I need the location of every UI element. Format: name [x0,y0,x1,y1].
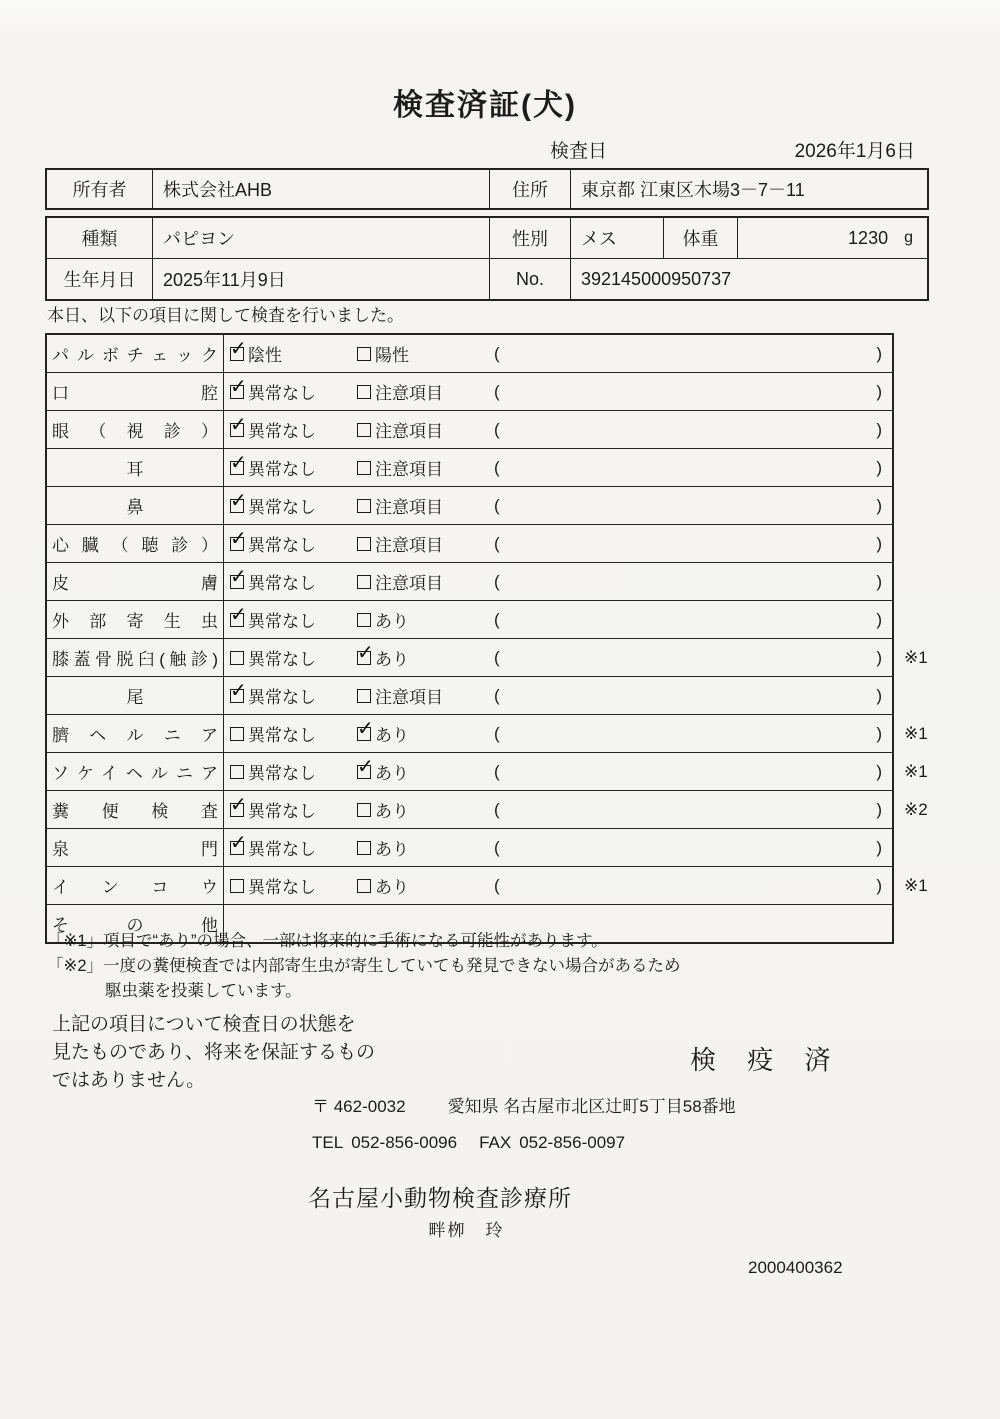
checklist-row [47,828,892,866]
checklist-row [47,372,892,410]
item-label-cell [47,449,224,486]
item-label: 膝蓋骨脱臼(触診) [52,650,218,669]
result-option [230,417,357,442]
disclaimer-line-1: 上記の項目について検査日の状態を [52,1014,356,1035]
result-option [357,759,484,784]
veterinarian-name: 畔栁 玲 [428,1221,505,1240]
no-label: No. [489,259,570,299]
remarks-paren-close: ) [876,837,882,857]
checkbox-unchecked-icon [357,841,371,855]
remarks-paren-close: ) [876,609,882,629]
option-label: 異常なし [248,878,316,897]
no-value: 392145000950737 [570,259,927,299]
item-label-cell [47,791,224,828]
checkbox-unchecked-icon [357,461,371,475]
option-label: 注意項目 [375,498,443,517]
checkbox-checked-icon [230,803,244,817]
option-label: 陰性 [248,346,282,365]
result-option [230,645,357,670]
result-option [357,835,484,860]
checklist-table [45,333,928,944]
clinic-contact-row [312,1133,625,1153]
item-label-cell [47,525,224,562]
option-label: 異常なし [248,422,316,441]
option-label: 異常なし [248,650,316,669]
clinic-address-row [312,1092,736,1117]
remarks-paren-open: ( [494,837,500,857]
disclaimer [52,1011,375,1095]
item-result-cell [224,563,892,600]
inspection-date-value: 2026年1月6日 [794,141,915,162]
footnote-marker: ※1 [904,647,928,667]
item-label: 糞便検査 [52,802,218,821]
item-label-cell [47,829,224,866]
item-label-cell [47,867,224,904]
checkbox-unchecked-icon [357,537,371,551]
result-option [230,341,357,366]
remarks-paren-open: ( [494,723,500,743]
result-option [230,759,357,784]
result-option [230,607,357,632]
item-result-cell [224,487,892,524]
remarks-paren-open: ( [494,343,500,363]
checkbox-unchecked-icon [357,613,371,627]
checklist-row [47,866,928,904]
option-label: あり [375,802,409,821]
item-label-cell [47,373,224,410]
remarks-paren-open: ( [494,685,500,705]
option-label: 異常なし [248,460,316,479]
item-result-cell [224,335,892,372]
weight-value: 1230 [848,227,889,248]
footnotes [47,929,681,1004]
option-label: 異常なし [248,764,316,783]
checkbox-unchecked-icon [357,575,371,589]
item-label: 心臓（聴診） [52,536,218,555]
option-label: 異常なし [248,498,316,517]
quarantine-stamp: 検 疫 済 [690,1045,843,1075]
result-option [357,417,484,442]
footnote-marker: ※1 [904,761,928,781]
item-result-cell [224,525,892,562]
sex-label: 性別 [489,218,570,258]
footnote-1: 「※1」項目で“あり”の場合、一部は将来的に手術になる可能性があります。 [47,932,608,950]
result-option [230,683,357,708]
inspection-date-row [550,136,915,163]
checklist-row [47,486,892,524]
item-label: その他 [52,916,218,935]
weight-label: 体重 [663,218,737,258]
checklist-row [47,335,892,372]
result-option [357,493,484,518]
item-label-cell [47,715,224,752]
checkbox-unchecked-icon [357,423,371,437]
footnote-2-continued: 駆虫薬を投薬しています。 [105,982,302,1000]
checklist-row [47,714,928,752]
option-label: 異常なし [248,726,316,745]
checkbox-checked-icon [230,841,244,855]
clinic-name: 名古屋小動物検査診療所 [308,1185,572,1211]
tel-number: 052-856-0096 [351,1133,458,1152]
item-label: 外部寄生虫 [52,612,218,631]
item-label: インコウ [52,878,218,897]
item-label: 臍ヘルニア [52,726,218,745]
checkbox-unchecked-icon [357,803,371,817]
result-option [357,379,484,404]
item-label-cell [47,563,224,600]
remarks-paren-open: ( [494,381,500,401]
item-result-cell [224,411,892,448]
weight-cell [737,218,927,258]
remarks-paren-close: ) [876,533,882,553]
item-result-cell [224,715,892,752]
remarks-paren-close: ) [876,571,882,591]
item-label: 口腔 [52,384,218,403]
species-label: 種類 [81,229,118,249]
remarks-paren-open: ( [494,875,500,895]
result-option [230,873,357,898]
item-label: 皮膚 [52,574,218,593]
item-label-cell [47,753,224,790]
option-label: 注意項目 [375,460,443,479]
item-result-cell [224,753,892,790]
item-label-cell [47,411,224,448]
checklist-row [47,676,892,714]
item-label: 眼（視診） [52,422,218,441]
item-result-cell [224,867,892,904]
remarks-paren-open: ( [494,761,500,781]
remarks-paren-close: ) [876,343,882,363]
result-option [230,569,357,594]
option-label: あり [375,726,409,745]
remarks-paren-close: ) [876,495,882,515]
checkbox-unchecked-icon [357,499,371,513]
footnote-marker: ※2 [904,799,928,819]
item-label: 泉門 [52,840,218,859]
option-label: 異常なし [248,384,316,403]
remarks-paren-close: ) [876,457,882,477]
option-label: 注意項目 [375,688,443,707]
option-label: 異常なし [248,536,316,555]
item-label: 耳 [126,460,144,479]
checkbox-checked-icon [230,499,244,513]
result-option [357,569,484,594]
checkbox-checked-icon [230,689,244,703]
item-label-cell [47,639,224,676]
pet-row-species [47,218,927,258]
address-value: 東京都 江東区木場3－7－11 [570,170,927,208]
item-label-cell [47,487,224,524]
item-result-cell [224,373,892,410]
option-label: 異常なし [248,840,316,859]
checklist-row [47,790,928,828]
remarks-paren-open: ( [494,533,500,553]
checkbox-checked-icon [230,423,244,437]
remarks-paren-close: ) [876,419,882,439]
option-label: 異常なし [248,574,316,593]
remarks-paren-close: ) [876,381,882,401]
checkbox-checked-icon [357,651,371,665]
option-label: 注意項目 [375,574,443,593]
result-option [230,835,357,860]
item-result-cell [224,677,892,714]
tel-label: TEL [312,1133,344,1152]
option-label: 注意項目 [375,536,443,555]
checklist-row [47,638,928,676]
result-option [357,607,484,632]
item-label: パルボチェック [52,346,218,365]
option-label: あり [375,612,409,631]
weight-unit: g [904,229,913,246]
fax-number: 052-856-0097 [519,1133,626,1152]
remarks-paren-open: ( [494,609,500,629]
option-label: 異常なし [248,802,316,821]
result-option [357,455,484,480]
intro-text: 本日、以下の項目に関して検査を行いました。 [47,306,404,325]
item-label-cell [47,335,224,372]
remarks-paren-open: ( [494,647,500,667]
result-option [357,873,484,898]
checkbox-checked-icon [357,765,371,779]
remarks-paren-close: ) [876,647,882,667]
item-result-cell [224,449,892,486]
clinic-postal-code: 〒 462-0032 [312,1097,406,1116]
checkbox-unchecked-icon [230,879,244,893]
item-result-cell [224,829,892,866]
footnote-2: 「※2」一度の糞便検査では内部寄生虫が寄生していても発見できない場合があるため [47,957,681,975]
owner-table [45,168,929,210]
sex-value: メス [570,218,663,258]
result-option [357,341,484,366]
result-option [357,645,484,670]
checklist-row [47,448,892,486]
checkbox-unchecked-icon [357,347,371,361]
birth-label: 生年月日 [63,270,136,290]
checklist-row [47,752,928,790]
option-label: 陽性 [375,346,409,365]
checkbox-checked-icon [230,461,244,475]
owner-row [47,170,927,208]
remarks-paren-close: ) [876,723,882,743]
result-option [357,531,484,556]
item-label: ソケイヘルニア [52,764,218,783]
result-option [230,531,357,556]
address-label: 住所 [489,170,570,208]
result-option [230,797,357,822]
option-label: あり [375,650,409,669]
item-label: 尾 [126,688,144,707]
checkbox-checked-icon [230,537,244,551]
serial-number: 2000400362 [748,1258,843,1277]
result-option [230,455,357,480]
result-option [230,721,357,746]
remarks-paren-open: ( [494,799,500,819]
checkbox-checked-icon [230,613,244,627]
option-label: あり [375,878,409,897]
option-label: 注意項目 [375,384,443,403]
remarks-paren-open: ( [494,457,500,477]
footnote-marker: ※1 [904,723,928,743]
result-option [230,379,357,404]
option-label: 注意項目 [375,422,443,441]
disclaimer-line-3: ではありません。 [52,1070,206,1091]
checklist-row [47,524,892,562]
result-option [357,721,484,746]
item-result-cell [224,601,892,638]
remarks-paren-open: ( [494,419,500,439]
remarks-paren-close: ) [876,685,882,705]
checklist-row [47,410,892,448]
remarks-paren-close: ) [876,761,882,781]
remarks-paren-close: ) [876,799,882,819]
checkbox-unchecked-icon [230,765,244,779]
item-label-cell [47,601,224,638]
option-label: 異常なし [248,688,316,707]
checkbox-checked-icon [230,575,244,589]
option-label: あり [375,764,409,783]
remarks-paren-open: ( [494,571,500,591]
result-option [357,797,484,822]
species-value: パピヨン [152,218,489,258]
result-option [357,683,484,708]
remarks-paren-open: ( [494,495,500,515]
item-result-cell [224,791,892,828]
option-label: あり [375,840,409,859]
owner-label: 所有者 [72,180,127,200]
disclaimer-line-2: 見たものであり、将来を保証するもの [52,1042,376,1063]
checkbox-unchecked-icon [230,651,244,665]
result-option [230,493,357,518]
item-label: 鼻 [126,498,144,517]
pet-row-birth [47,258,927,299]
inspection-date-label: 検査日 [550,141,608,162]
checklist-row [47,600,892,638]
item-label-cell [47,677,224,714]
fax-label: FAX [479,1133,512,1152]
certificate-title: 検査済証(犬) [393,89,577,122]
birth-value: 2025年11月9日 [152,259,489,299]
checkbox-unchecked-icon [357,689,371,703]
checkbox-unchecked-icon [230,727,244,741]
checkbox-checked-icon [230,385,244,399]
pet-info-table [45,216,929,301]
checkbox-unchecked-icon [357,385,371,399]
checkbox-checked-icon [357,727,371,741]
clinic-address: 愛知県 名古屋市北区辻町5丁目58番地 [447,1097,736,1116]
checkbox-checked-icon [230,347,244,361]
owner-value: 株式会社AHB [152,170,489,208]
item-result-cell [224,639,892,676]
checkbox-unchecked-icon [357,879,371,893]
checklist-row [47,562,892,600]
footnote-marker: ※1 [904,875,928,895]
remarks-paren-close: ) [876,875,882,895]
option-label: 異常なし [248,612,316,631]
